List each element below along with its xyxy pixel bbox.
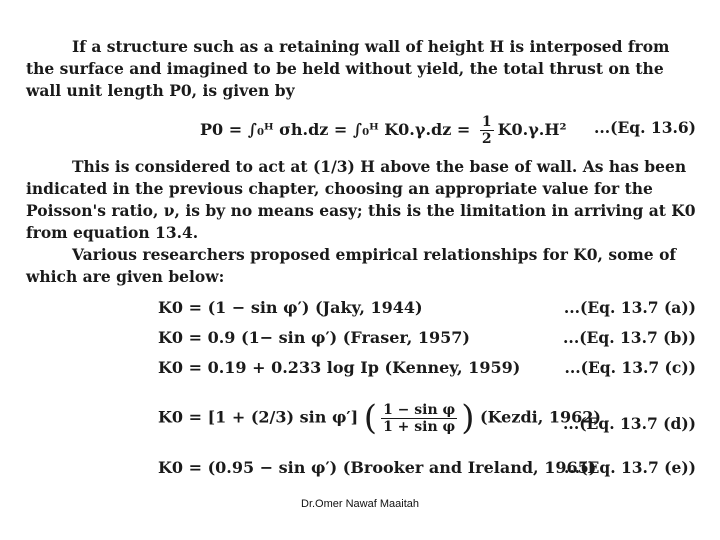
- fraction-denominator: 1 + sin φ: [383, 418, 456, 435]
- paragraph-explanation: This is considered to act at (1/3) H above the base of wall. As has been indicated in the previous chapter, choosing an appropriate value for the Poisson's ratio, ν, is by no means easy; this is the limitation in arriving at K0 from equation 13.4.: [26, 157, 696, 242]
- footer-author: Dr.Omer Nawaf Maaitah: [301, 498, 419, 510]
- equation-13-7a-number: ...(Eq. 13.7 (a)): [563, 298, 696, 317]
- equation-13-7d: [158, 398, 601, 438]
- equation-13-7d-fraction: [381, 402, 457, 435]
- equation-13-6-lhs: P0 = ∫₀ᴴ σh.dz = ∫₀ᴴ K0.γ.dz =: [200, 120, 476, 139]
- equation-13-7b-number: ...(Eq. 13.7 (b)): [563, 328, 696, 347]
- equation-13-7d-number: ...(Eq. 13.7 (d)): [563, 414, 696, 433]
- fraction-denominator: 2: [481, 131, 492, 147]
- equation-13-6-fraction: [480, 114, 494, 147]
- equation-13-7e-number: ...(Eq. 13.7 (e)): [564, 458, 696, 477]
- equation-13-6: [200, 114, 566, 147]
- left-paren-glyph: (: [363, 398, 378, 438]
- paragraph-intro: If a structure such as a retaining wall of height H is interposed from the surface and imagined to be held without yield, the total thrust on the wall unit length P0, is given by: [26, 37, 670, 100]
- paragraph-researchers: Various researchers proposed empirical relationships for K0, some of which are given below:: [26, 245, 677, 286]
- equation-13-7b: K0 = 0.9 (1− sin φ′) (Fraser, 1957): [158, 328, 470, 347]
- equation-13-7d-suffix: (Kezdi, 1962): [480, 407, 601, 427]
- equation-13-7c-number: ...(Eq. 13.7 (c)): [564, 358, 696, 377]
- equation-13-7e: K0 = (0.95 − sin φ′) (Brooker and Ireland, 1965): [158, 458, 597, 477]
- equation-13-7d-prefix: K0 = [1 + (2/3) sin φ′]: [158, 407, 359, 427]
- fraction-numerator: 1 − sin φ: [383, 401, 456, 418]
- equation-13-6-rhs: K0.γ.H²: [497, 120, 567, 139]
- right-paren-glyph: ): [461, 398, 475, 438]
- fraction-numerator: 1: [481, 114, 492, 130]
- equation-13-6-number: ...(Eq. 13.6): [593, 118, 696, 137]
- equation-13-7c: K0 = 0.19 + 0.233 log Ip (Kenney, 1959): [158, 358, 521, 377]
- equation-13-7a: K0 = (1 − sin φ′) (Jaky, 1944): [158, 298, 423, 317]
